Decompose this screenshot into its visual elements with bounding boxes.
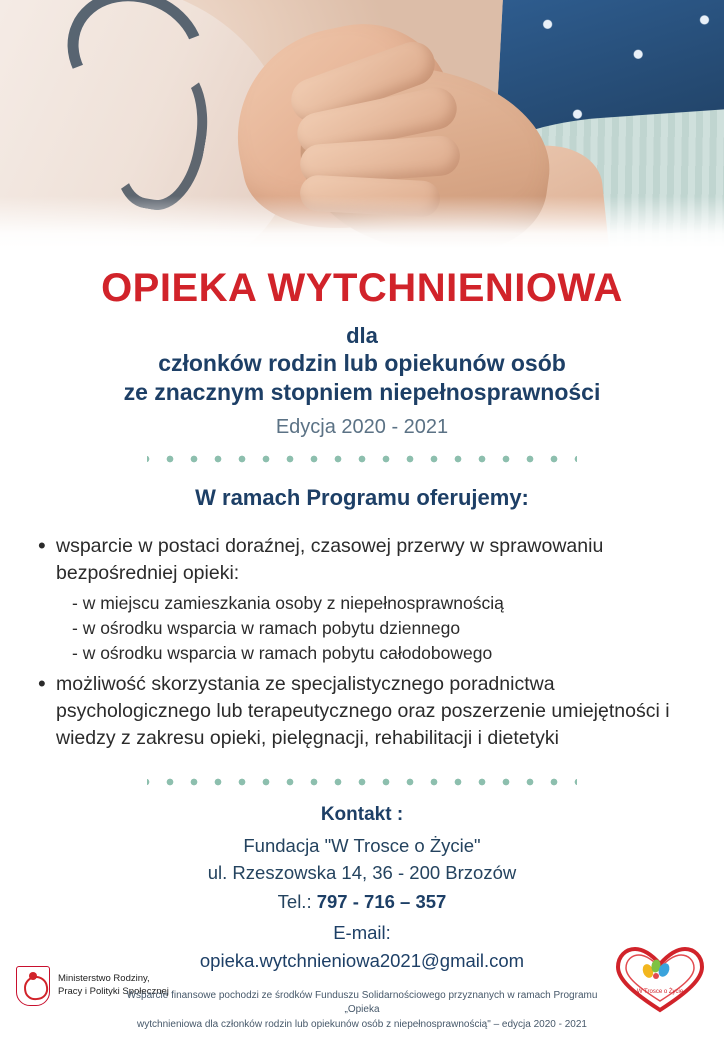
subtitle-line-1: członków rodzin lub opiekunów osób [158,350,566,376]
funding-note [120,989,604,1033]
photo-bottom-fade [0,196,724,248]
dotted-divider-top [147,455,577,463]
offer-heading: W ramach Programu oferujemy: [195,484,529,510]
email-label: E-mail: [333,921,391,943]
contact-phone-row [26,887,698,917]
sub-list-item: - w ośrodku wsparcia w ramach pobytu całodobowego [72,643,493,664]
edition-label: Edycja 2020 - 2021 [275,415,449,438]
polish-eagle-icon [16,966,50,1006]
contact-heading: Kontakt : [320,803,404,825]
foundation-logo-text: W Trosce o Życie [636,989,684,995]
page-title: OPIEKA WYTCHNIENIOWA [101,266,623,310]
foundation-logo [614,946,706,1014]
list-item [56,671,680,752]
sub-list-item: - w ośrodku wsparcia w ramach pobytu dziennego [72,618,461,639]
funding-note-line-1: Wsparcie finansowe pochodzi ze środków Funduszu Solidarnościowego przyznanych w ramach Programu „Opieka [126,989,598,1015]
phone-number[interactable]: 797 - 716 – 357 [316,891,447,913]
contact-address: ul. Rzeszowska 14, 36 - 200 Brzozów [207,862,517,884]
subtitle-dla: dla [346,323,378,348]
ministry-line-2: Pracy i Polityki Społecznej [58,986,169,997]
offer-list [26,533,698,752]
footer [0,946,724,1042]
phone-label: Tel.: [277,891,312,913]
dotted-divider-bottom [147,778,577,786]
funding-note-line-2: wytchnieniowa dla członków rodzin lub opiekunów osób z niepełnosprawnością" – edycja 2020 - 2021 [137,1018,587,1030]
list-item-text: wsparcie w postaci doraźnej, czasowej przerwy w sprawowaniu bezpośredniej opieki: [56,534,604,584]
ministry-line-1: Ministerstwo Rodziny, [58,973,150,985]
hero-photo [0,0,724,248]
list-item-text: możliwość skorzystania ze specjalistycznego poradnictwa psychologicznego lub terapeutycznego oraz poszerzenie umiejętności i wiedzy z zakresu opieki, pielęgnacji, rehabilitacji i dietetyki [56,672,670,749]
email-address[interactable]: opieka.wytchnieniowa2021@gmail.com [199,950,525,972]
poster-body [0,266,724,1042]
list-item [56,533,680,667]
subtitle-line-2: ze znacznym stopniem niepełnosprawności [123,379,601,406]
sub-list [56,591,680,667]
contact-organization: Fundacja "W Trosce o Życie" [243,834,481,856]
sub-list-item: - w miejscu zamieszkania osoby z niepełnosprawnością [72,592,504,613]
heart-icon [614,946,706,1014]
